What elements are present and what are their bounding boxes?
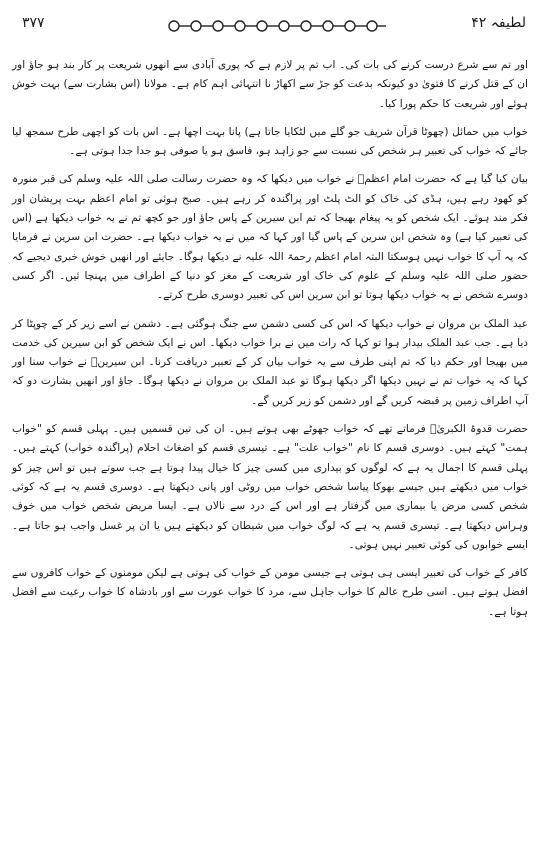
paragraph: عبد الملک بن مروان نے خواب دیکھا کہ اس کی کسی دشمن سے جنگ ہوگئی ہے۔ دشمن نے اسے زیر کر کے چوپٹا کر دیا ہے۔ جب عبد الملک بیدار ہوا تو کہا کہ رات میں نے برا خواب دیکھا۔ اس نے ایک شخص کو ابن سیرین کی خدمت میں بھیجا اور حکم دیا کہ تم اپنی طرف سے یہ خواب بیان کر کے تعبیر دریافت کرنا۔ ابن سیرینؒ نے خواب سنا اور کہا کہ یہ خواب تم نے نہیں دیکھا اگر دیکھا ہوگا تو عبد الملک بن مروان نے دیکھا ہوگا۔ جاؤ اور انھیں بشارت دو کہ آپ اطراف زمین پر قبضہ کریں گے اور دشمن کو زیر کریں گے۔ [12, 317, 528, 407]
page-body [12, 56, 528, 625]
paragraph: کافر کے خواب کی تعبیر ایسی ہی ہوتی ہے جیسی مومن کے خواب کی ہوتی ہے لیکن مومنوں کے خواب کافروں سے افضل ہوتے ہیں۔ اسی طرح عالم کا خواب جاہل سے، مرد کا خواب عورت سے اور بادشاہ کا خواب رعیت سے افضل ہوتا ہے۔ [12, 567, 528, 618]
page-header [0, 0, 540, 40]
page-number: ۳۷۷ [22, 15, 45, 31]
paragraph: بیان کیا گیا ہے کہ حضرت امام اعظمؒ نے خواب میں دیکھا کہ وہ حضرت رسالت صلی اللہ علیہ وسلم کی قبر منورہ کو کھود رہے ہیں، ہڈی کی خاک کو الٹ پلٹ اور پراگندہ کر رہے ہیں۔ صبح ہوئی تو امام اعظم بہت پریشان اور فکر مند ہوئے۔ ایک شخص کو یہ پیغام بھیجا کہ تم ابن سیرین کے پاس جاؤ اور جو کچھ تم نے یہ خواب دیکھا ہے (اس کی تعبیر کیا ہے) وہ شخص ابن سرین کے پاس گیا اور کہا کہ میں نے یہ خواب دیکھا ہے۔ حضرت ابن سرین نے فرمایا کہ یہ آپ کا خواب نہیں ہوسکتا البتہ امام اعظم رحمۃ اللہ علیہ نے دیکھا ہوگا۔ جایئے اور انھیں خوش خبری دیجیے کہ حضور صلی اللہ علیہ وسلم کے علوم کی خاک اور شریعت کے مغز کو دنیا کے اطراف میں پہنچا ئیں۔ اگر کسی دوسرے شخص نے یہ خواب دیکھا ہوتا تو ابن سرین اس کی تعبیر دوسری طرح کرتے۔ [12, 173, 528, 302]
paragraph: خواب میں حمائل (چھوٹا قرآن شریف جو گلے میں لٹکایا جاتا ہے) پانا بہت اچھا ہے۔ اس بات کو اچھی طرح سمجھ لیا جائے کہ خواب کی تعبیر ہر شخص کی نسبت سے جو زاہد ہو، فاسق ہو یا صوفی ہو جدا جدا ہوتی ہے۔ [12, 125, 528, 158]
paragraph: اور تم سے شرع درست کرنے کی بات کی۔ اب تم پر لازم ہے کہ پوری آبادی سے انھوں شریعت پر کار بند ہو جاؤ اور ان کے قتل کرنے کا فتویٰ دو کیونکہ بدعت کو جڑ سے اکھاڑ نا انتہائی اہم کام ہے۔ مولانا (اس بشارت سے) بہت خوش ہوئے اور شریعت کا حکم پورا کیا۔ [12, 59, 528, 110]
paragraph: حضرت قدوۃ الکبریٰؒ فرماتے تھے کہ خواب جھوٹے بھی ہوتے ہیں۔ ان کی تین قسمیں ہیں۔ پہلی قسم کو "خواب ہمت" کہتے ہیں۔ دوسری قسم کا نام "خواب علت" ہے۔ تیسری قسم کو اضغاث احلام (پراگندہ خواب) کہتے ہیں۔ پہلی قسم کا اجمال یہ ہے کہ لوگوں کو بیداری میں کسی چیز کا خیال پیدا ہوتا ہے جب سوتے ہیں تو اس چیز کو خواب میں دیکھتے ہیں جیسے بھوکا پیاسا شخص خواب میں روٹی اور پانی دیکھتا ہے۔ دوسری قسم یہ ہے کہ کوئی شخص کسی مرض یا بیماری میں گرفتار ہے اور اس کے درد سے نالاں ہے۔ ایسا مریض شخص خواب میں خوف وہراس دیکھتا ہے۔ تیسری قسم یہ ہے کہ لوگ خواب میں شیطان کو دیکھتے ہیں یا ان پر غسل واجب ہو جاتا ہے۔ ایسے خوابوں کی کوئی تعبیر نہیں ہوتی۔ [12, 423, 528, 551]
chapter-title: لطیفہ ۴۲ [471, 15, 526, 31]
decorative-chain-ornament [166, 18, 388, 34]
